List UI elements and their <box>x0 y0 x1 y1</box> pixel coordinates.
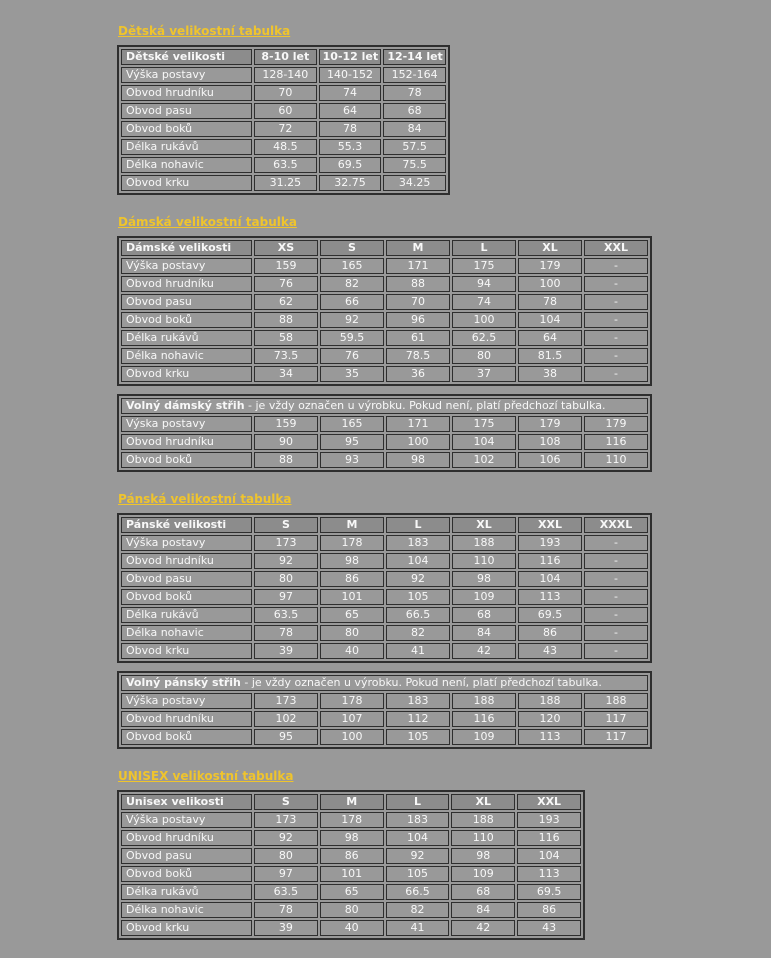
measurement-value-cell: 57.5 <box>383 139 446 155</box>
section-children-sizes <box>117 24 771 195</box>
measurement-value-cell: 66.5 <box>386 607 450 623</box>
measurement-row <box>121 571 648 587</box>
measurement-value-cell: 86 <box>517 902 581 918</box>
measurement-value-cell: - <box>584 366 648 382</box>
measurement-value-cell: - <box>584 312 648 328</box>
measurement-value-cell: 55.3 <box>319 139 382 155</box>
measurement-value-cell: 179 <box>518 258 582 274</box>
measurement-value-cell: 105 <box>386 729 450 745</box>
measurement-label-cell: Obvod pasu <box>121 294 252 310</box>
measurement-label-cell: Obvod krku <box>121 366 252 382</box>
measurement-value-cell: 159 <box>254 258 318 274</box>
measurement-value-cell: - <box>584 294 648 310</box>
measurement-value-cell: 117 <box>584 711 648 727</box>
measurement-value-cell: 64 <box>319 103 382 119</box>
measurement-value-cell: 188 <box>452 535 516 551</box>
measurement-value-cell: - <box>584 330 648 346</box>
size-category-header-cell: Pánské velikosti <box>121 517 252 533</box>
measurement-label-cell: Délka rukávů <box>121 139 252 155</box>
measurement-value-cell: 113 <box>517 866 581 882</box>
loose-fit-note-cell <box>121 398 648 414</box>
measurement-value-cell: - <box>584 553 648 569</box>
size-header-cell: S <box>254 794 318 810</box>
measurement-value-cell: 109 <box>452 729 516 745</box>
measurement-row <box>121 625 648 641</box>
measurement-row <box>121 920 581 936</box>
size-category-header-cell: Dětské velikosti <box>121 49 252 65</box>
measurement-value-cell: 92 <box>386 571 450 587</box>
measurement-value-cell: 140-152 <box>319 67 382 83</box>
measurement-label-cell: Délka nohavic <box>121 625 252 641</box>
measurement-value-cell: 59.5 <box>320 330 384 346</box>
measurement-row <box>121 902 581 918</box>
size-header-cell: XS <box>254 240 318 256</box>
measurement-label-cell: Délka nohavic <box>121 348 252 364</box>
measurement-value-cell: 110 <box>451 830 515 846</box>
measurement-value-cell: 61 <box>386 330 450 346</box>
measurement-value-cell: 183 <box>386 535 450 551</box>
measurement-value-cell: 86 <box>518 625 582 641</box>
measurement-value-cell: 178 <box>320 693 384 709</box>
measurement-value-cell: 70 <box>254 85 317 101</box>
measurement-value-cell: 104 <box>386 830 450 846</box>
measurement-row <box>121 103 446 119</box>
women-table-title[interactable]: Dámská velikostní tabulka <box>118 215 297 229</box>
measurement-value-cell: 64 <box>518 330 582 346</box>
measurement-value-cell: 31.25 <box>254 175 317 191</box>
size-header-row <box>121 49 446 65</box>
measurement-row <box>121 848 581 864</box>
measurement-value-cell: 94 <box>452 276 516 292</box>
measurement-value-cell: 37 <box>452 366 516 382</box>
size-header-cell: L <box>386 794 450 810</box>
measurement-row <box>121 434 648 450</box>
measurement-row <box>121 866 581 882</box>
measurement-value-cell: 43 <box>518 643 582 659</box>
measurement-value-cell: 80 <box>452 348 516 364</box>
measurement-value-cell: 104 <box>518 571 582 587</box>
measurement-value-cell: 78.5 <box>386 348 450 364</box>
measurement-label-cell: Délka rukávů <box>121 607 252 623</box>
measurement-value-cell: 112 <box>386 711 450 727</box>
loose-fit-note-title: Volný pánský střih <box>126 676 241 689</box>
size-header-cell: M <box>386 240 450 256</box>
measurement-value-cell: 104 <box>517 848 581 864</box>
measurement-label-cell: Obvod boků <box>121 729 252 745</box>
men-loose-fit-table <box>117 671 652 749</box>
measurement-value-cell: 102 <box>254 711 318 727</box>
measurement-row <box>121 884 581 900</box>
women-loose-fit-table <box>117 394 652 472</box>
measurement-value-cell: 70 <box>386 294 450 310</box>
measurement-value-cell: 41 <box>386 643 450 659</box>
measurement-value-cell: 41 <box>386 920 450 936</box>
measurement-value-cell: 48.5 <box>254 139 317 155</box>
section-women-sizes <box>117 215 771 472</box>
measurement-value-cell: 104 <box>518 312 582 328</box>
measurement-row <box>121 85 446 101</box>
measurement-label-cell: Obvod boků <box>121 589 252 605</box>
measurement-value-cell: 82 <box>386 902 450 918</box>
measurement-value-cell: 183 <box>386 693 450 709</box>
measurement-row <box>121 643 648 659</box>
measurement-label-cell: Výška postavy <box>121 535 252 551</box>
measurement-row <box>121 67 446 83</box>
unisex-size-table <box>117 790 585 940</box>
measurement-value-cell: 175 <box>452 258 516 274</box>
measurement-label-cell: Obvod hrudníku <box>121 276 252 292</box>
measurement-label-cell: Výška postavy <box>121 812 252 828</box>
measurement-value-cell: 82 <box>320 276 384 292</box>
measurement-row <box>121 121 446 137</box>
size-header-cell: 12-14 let <box>383 49 446 65</box>
measurement-value-cell: 78 <box>254 902 318 918</box>
measurement-value-cell: 40 <box>320 920 384 936</box>
measurement-value-cell: 63.5 <box>254 884 318 900</box>
measurement-value-cell: 68 <box>451 884 515 900</box>
measurement-row <box>121 139 446 155</box>
measurement-value-cell: 78 <box>518 294 582 310</box>
measurement-value-cell: 152-164 <box>383 67 446 83</box>
measurement-row <box>121 553 648 569</box>
measurement-value-cell: - <box>584 348 648 364</box>
measurement-row <box>121 812 581 828</box>
measurement-label-cell: Délka rukávů <box>121 330 252 346</box>
measurement-label-cell: Obvod hrudníku <box>121 830 252 846</box>
size-header-cell: L <box>386 517 450 533</box>
measurement-row <box>121 535 648 551</box>
measurement-row <box>121 330 648 346</box>
measurement-value-cell: 120 <box>518 711 582 727</box>
measurement-value-cell: 39 <box>254 643 318 659</box>
measurement-value-cell: 66.5 <box>386 884 450 900</box>
measurement-value-cell: 98 <box>452 571 516 587</box>
size-header-cell: M <box>320 794 384 810</box>
unisex-table-title[interactable]: UNISEX velikostní tabulka <box>118 769 294 783</box>
loose-fit-note-cell <box>121 675 648 691</box>
measurement-value-cell: 69.5 <box>517 884 581 900</box>
measurement-value-cell: 80 <box>254 848 318 864</box>
size-header-cell: XXL <box>517 794 581 810</box>
measurement-value-cell: 159 <box>254 416 318 432</box>
size-header-row <box>121 794 581 810</box>
measurement-value-cell: 88 <box>254 452 318 468</box>
measurement-value-cell: 68 <box>452 607 516 623</box>
measurement-row <box>121 729 648 745</box>
measurement-value-cell: 32.75 <box>319 175 382 191</box>
size-header-cell: L <box>452 240 516 256</box>
measurement-label-cell: Obvod boků <box>121 866 252 882</box>
measurement-value-cell: 171 <box>386 258 450 274</box>
loose-fit-note-row <box>121 398 648 414</box>
measurement-value-cell: 92 <box>254 830 318 846</box>
measurement-value-cell: 102 <box>452 452 516 468</box>
measurement-value-cell: 117 <box>584 729 648 745</box>
measurement-value-cell: 65 <box>320 884 384 900</box>
measurement-value-cell: 106 <box>518 452 582 468</box>
measurement-row <box>121 258 648 274</box>
measurement-value-cell: 92 <box>254 553 318 569</box>
measurement-value-cell: 109 <box>452 589 516 605</box>
measurement-label-cell: Délka rukávů <box>121 884 252 900</box>
measurement-value-cell: 34.25 <box>383 175 446 191</box>
measurement-value-cell: 80 <box>320 902 384 918</box>
measurement-label-cell: Výška postavy <box>121 693 252 709</box>
measurement-value-cell: 97 <box>254 589 318 605</box>
measurement-row <box>121 830 581 846</box>
size-header-cell: XL <box>518 240 582 256</box>
measurement-value-cell: 95 <box>320 434 384 450</box>
measurement-value-cell: 100 <box>518 276 582 292</box>
measurement-value-cell: 86 <box>320 848 384 864</box>
measurement-value-cell: 179 <box>518 416 582 432</box>
measurement-row <box>121 294 648 310</box>
measurement-value-cell: 69.5 <box>518 607 582 623</box>
women-size-table <box>117 236 652 386</box>
measurement-value-cell: 40 <box>320 643 384 659</box>
measurement-value-cell: 72 <box>254 121 317 137</box>
size-header-cell: XXL <box>584 240 648 256</box>
size-header-cell: S <box>320 240 384 256</box>
measurement-value-cell: 193 <box>518 535 582 551</box>
measurement-value-cell: 88 <box>386 276 450 292</box>
measurement-value-cell: 171 <box>386 416 450 432</box>
measurement-value-cell: 78 <box>383 85 446 101</box>
size-header-row <box>121 517 648 533</box>
measurement-value-cell: 110 <box>452 553 516 569</box>
measurement-value-cell: 100 <box>452 312 516 328</box>
measurement-value-cell: 178 <box>320 812 384 828</box>
measurement-value-cell: 38 <box>518 366 582 382</box>
measurement-value-cell: 165 <box>320 258 384 274</box>
measurement-value-cell: 101 <box>320 589 384 605</box>
measurement-value-cell: 110 <box>584 452 648 468</box>
size-header-cell: XXXL <box>584 517 648 533</box>
measurement-label-cell: Délka nohavic <box>121 157 252 173</box>
measurement-value-cell: 86 <box>320 571 384 587</box>
measurement-value-cell: 175 <box>452 416 516 432</box>
measurement-value-cell: 84 <box>452 625 516 641</box>
measurement-value-cell: 65 <box>320 607 384 623</box>
men-table-title[interactable]: Pánská velikostní tabulka <box>118 492 292 506</box>
measurement-label-cell: Obvod hrudníku <box>121 711 252 727</box>
measurement-value-cell: 78 <box>254 625 318 641</box>
measurement-value-cell: 173 <box>254 535 318 551</box>
measurement-row <box>121 348 648 364</box>
measurement-value-cell: 42 <box>452 643 516 659</box>
measurement-value-cell: 60 <box>254 103 317 119</box>
measurement-row <box>121 711 648 727</box>
measurement-label-cell: Obvod krku <box>121 643 252 659</box>
measurement-value-cell: 98 <box>320 830 384 846</box>
measurement-value-cell: 108 <box>518 434 582 450</box>
measurement-value-cell: 36 <box>386 366 450 382</box>
measurement-value-cell: 100 <box>320 729 384 745</box>
measurement-value-cell: 82 <box>386 625 450 641</box>
measurement-value-cell: 188 <box>452 693 516 709</box>
measurement-value-cell: 92 <box>320 312 384 328</box>
loose-fit-note-title: Volný dámský střih <box>126 399 245 412</box>
measurement-value-cell: - <box>584 643 648 659</box>
size-header-cell: 8-10 let <box>254 49 317 65</box>
measurement-value-cell: 80 <box>320 625 384 641</box>
measurement-value-cell: 188 <box>451 812 515 828</box>
measurement-value-cell: 188 <box>584 693 648 709</box>
measurement-value-cell: 75.5 <box>383 157 446 173</box>
measurement-row <box>121 416 648 432</box>
section-unisex-sizes <box>117 769 771 940</box>
measurement-value-cell: 101 <box>320 866 384 882</box>
measurement-value-cell: 80 <box>254 571 318 587</box>
measurement-value-cell: 63.5 <box>254 607 318 623</box>
measurement-value-cell: - <box>584 276 648 292</box>
measurement-value-cell: 96 <box>386 312 450 328</box>
measurement-value-cell: - <box>584 258 648 274</box>
men-size-table <box>117 513 652 663</box>
measurement-row <box>121 175 446 191</box>
measurement-label-cell: Délka nohavic <box>121 902 252 918</box>
loose-fit-note-description: - je vždy označen u výrobku. Pokud není, platí předchozí tabulka. <box>240 676 602 689</box>
measurement-value-cell: 97 <box>254 866 318 882</box>
measurement-value-cell: 68 <box>383 103 446 119</box>
measurement-label-cell: Obvod boků <box>121 121 252 137</box>
measurement-value-cell: 104 <box>452 434 516 450</box>
measurement-value-cell: 81.5 <box>518 348 582 364</box>
measurement-label-cell: Obvod pasu <box>121 571 252 587</box>
measurement-value-cell: 107 <box>320 711 384 727</box>
measurement-value-cell: 105 <box>386 866 450 882</box>
measurement-value-cell: 109 <box>451 866 515 882</box>
measurement-value-cell: 62.5 <box>452 330 516 346</box>
measurement-value-cell: 113 <box>518 589 582 605</box>
measurement-value-cell: 34 <box>254 366 318 382</box>
measurement-row <box>121 157 446 173</box>
measurement-label-cell: Obvod hrudníku <box>121 553 252 569</box>
measurement-value-cell: 74 <box>452 294 516 310</box>
measurement-value-cell: 93 <box>320 452 384 468</box>
measurement-value-cell: 76 <box>320 348 384 364</box>
measurement-value-cell: 58 <box>254 330 318 346</box>
measurement-label-cell: Obvod krku <box>121 920 252 936</box>
measurement-row <box>121 452 648 468</box>
measurement-value-cell: 116 <box>584 434 648 450</box>
measurement-value-cell: - <box>584 607 648 623</box>
size-header-cell: M <box>320 517 384 533</box>
measurement-row <box>121 312 648 328</box>
measurement-label-cell: Obvod boků <box>121 312 252 328</box>
measurement-label-cell: Obvod boků <box>121 452 252 468</box>
measurement-value-cell: 128-140 <box>254 67 317 83</box>
measurement-value-cell: 76 <box>254 276 318 292</box>
measurement-value-cell: 183 <box>386 812 450 828</box>
measurement-label-cell: Obvod hrudníku <box>121 434 252 450</box>
size-category-header-cell: Dámské velikosti <box>121 240 252 256</box>
measurement-value-cell: 78 <box>319 121 382 137</box>
measurement-value-cell: - <box>584 625 648 641</box>
measurement-value-cell: 84 <box>383 121 446 137</box>
measurement-row <box>121 589 648 605</box>
measurement-value-cell: 178 <box>320 535 384 551</box>
measurement-value-cell: 98 <box>451 848 515 864</box>
measurement-value-cell: 105 <box>386 589 450 605</box>
loose-fit-note-row <box>121 675 648 691</box>
measurement-value-cell: 43 <box>517 920 581 936</box>
measurement-value-cell: 173 <box>254 812 318 828</box>
size-header-cell: XXL <box>518 517 582 533</box>
size-category-header-cell: Unisex velikosti <box>121 794 252 810</box>
measurement-value-cell: - <box>584 589 648 605</box>
measurement-label-cell: Výska postavy <box>121 416 252 432</box>
size-header-cell: XL <box>451 794 515 810</box>
measurement-row <box>121 366 648 382</box>
measurement-label-cell: Obvod hrudníku <box>121 85 252 101</box>
measurement-value-cell: 98 <box>386 452 450 468</box>
measurement-value-cell: 84 <box>451 902 515 918</box>
measurement-value-cell: 69.5 <box>319 157 382 173</box>
measurement-value-cell: 63.5 <box>254 157 317 173</box>
measurement-value-cell: 88 <box>254 312 318 328</box>
measurement-value-cell: 66 <box>320 294 384 310</box>
measurement-label-cell: Výška postavy <box>121 67 252 83</box>
measurement-value-cell: 104 <box>386 553 450 569</box>
size-header-cell: S <box>254 517 318 533</box>
measurement-value-cell: - <box>584 571 648 587</box>
size-header-cell: XL <box>452 517 516 533</box>
measurement-value-cell: 39 <box>254 920 318 936</box>
measurement-value-cell: 100 <box>386 434 450 450</box>
measurement-value-cell: - <box>584 535 648 551</box>
loose-fit-note-description: - je vždy označen u výrobku. Pokud není, platí předchozí tabulka. <box>244 399 606 412</box>
size-header-row <box>121 240 648 256</box>
measurement-value-cell: 188 <box>518 693 582 709</box>
measurement-value-cell: 116 <box>518 553 582 569</box>
measurement-label-cell: Výška postavy <box>121 258 252 274</box>
size-header-cell: 10-12 let <box>319 49 382 65</box>
measurement-value-cell: 90 <box>254 434 318 450</box>
measurement-row <box>121 693 648 709</box>
measurement-value-cell: 113 <box>518 729 582 745</box>
children-table-title[interactable]: Dětská velikostní tabulka <box>118 24 291 38</box>
measurement-value-cell: 92 <box>386 848 450 864</box>
measurement-value-cell: 179 <box>584 416 648 432</box>
measurement-value-cell: 95 <box>254 729 318 745</box>
measurement-value-cell: 98 <box>320 553 384 569</box>
measurement-label-cell: Obvod pasu <box>121 103 252 119</box>
measurement-value-cell: 116 <box>452 711 516 727</box>
measurement-value-cell: 173 <box>254 693 318 709</box>
measurement-value-cell: 116 <box>517 830 581 846</box>
measurement-label-cell: Obvod krku <box>121 175 252 191</box>
measurement-value-cell: 42 <box>451 920 515 936</box>
measurement-row <box>121 276 648 292</box>
measurement-value-cell: 73.5 <box>254 348 318 364</box>
section-men-sizes <box>117 492 771 749</box>
measurement-value-cell: 193 <box>517 812 581 828</box>
measurement-value-cell: 74 <box>319 85 382 101</box>
measurement-value-cell: 35 <box>320 366 384 382</box>
children-size-table <box>117 45 450 195</box>
measurement-label-cell: Obvod pasu <box>121 848 252 864</box>
measurement-row <box>121 607 648 623</box>
measurement-value-cell: 165 <box>320 416 384 432</box>
measurement-value-cell: 62 <box>254 294 318 310</box>
